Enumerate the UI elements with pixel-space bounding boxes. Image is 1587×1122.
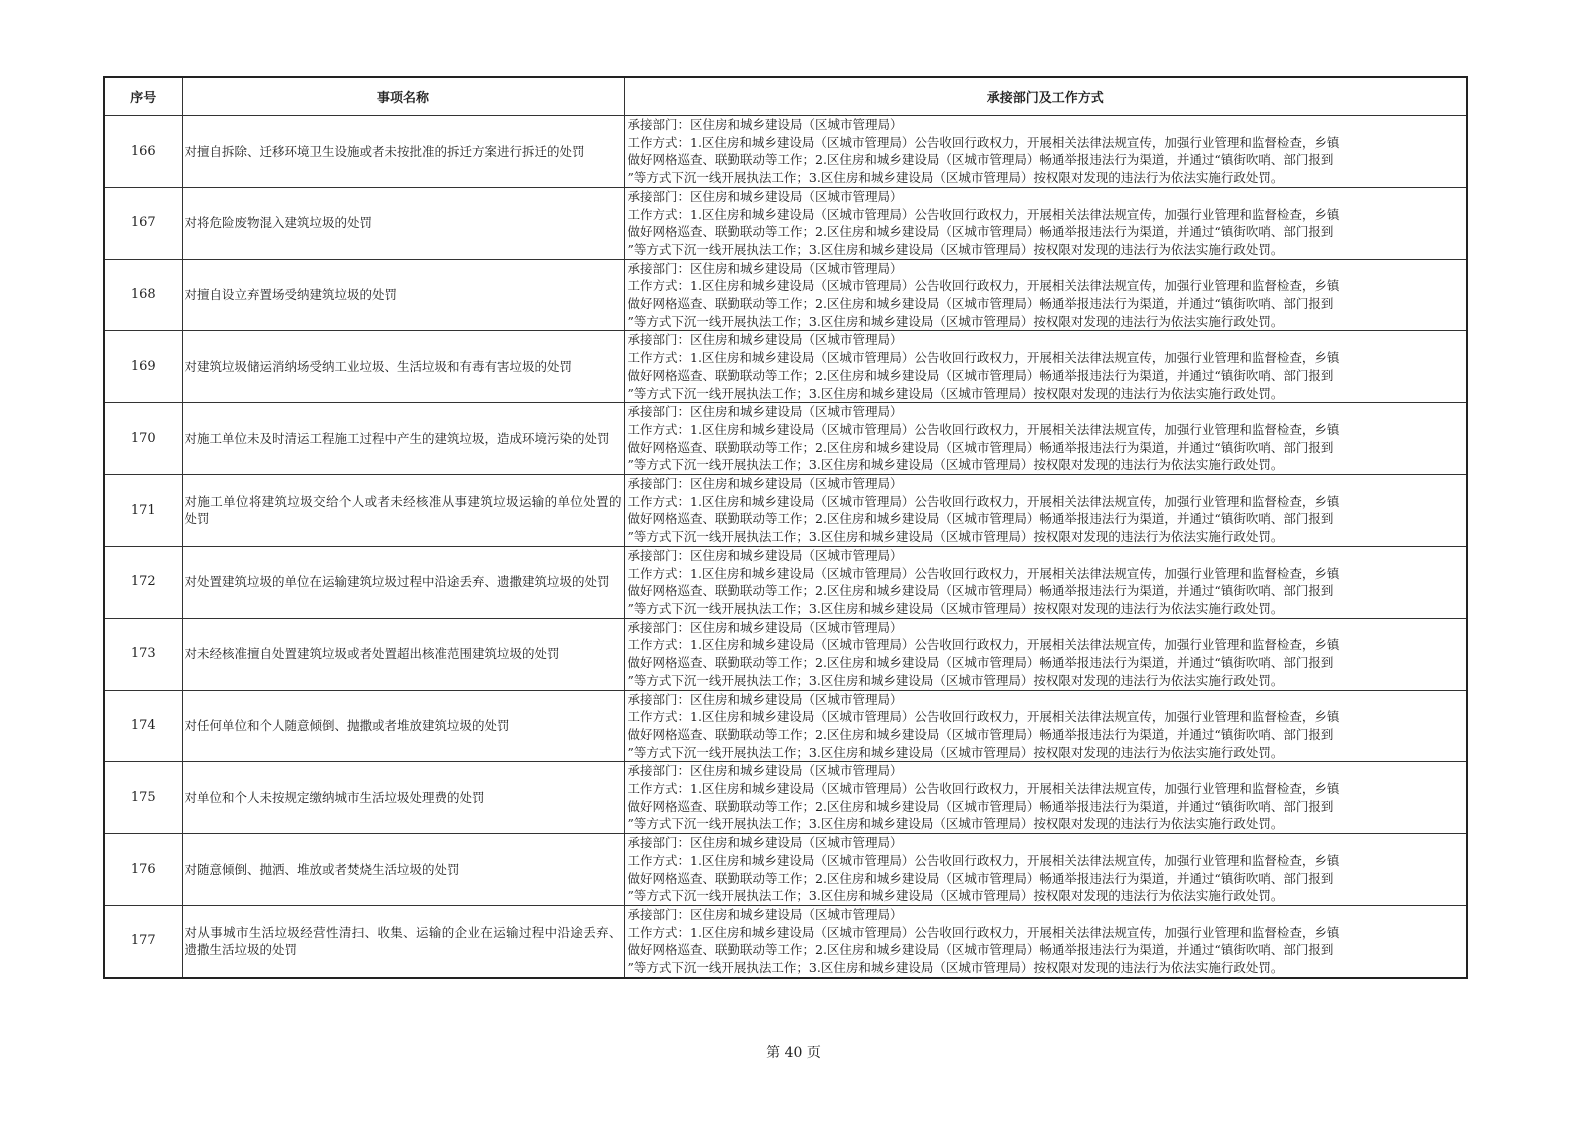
dept-method-line: 承接部门：区住房和城乡建设局（区城市管理局） — [627, 547, 903, 563]
row-dept-method — [624, 834, 1467, 906]
header-seq: 序号 — [104, 77, 182, 116]
matters-table — [103, 76, 1468, 979]
dept-method-line: 做好网格巡查、联勤联动等工作；2.区住房和城乡建设局（区城市管理局）畅通举报违法行为渠道，并通过“镇街吹哨、部门报到 — [627, 798, 1334, 814]
dept-method-line: 承接部门：区住房和城乡建设局（区城市管理局） — [627, 906, 903, 922]
table-row — [104, 834, 1467, 906]
dept-method-line: 做好网格巡查、联勤联动等工作；2.区住房和城乡建设局（区城市管理局）畅通举报违法行为渠道，并通过“镇街吹哨、部门报到 — [627, 655, 1334, 671]
table-row — [104, 331, 1467, 403]
dept-method-line: 做好网格巡查、联勤联动等工作；2.区住房和城乡建设局（区城市管理局）畅通举报违法行为渠道，并通过“镇街吹哨、部门报到 — [627, 296, 1334, 312]
row-seq: 173 — [104, 618, 182, 690]
row-dept-method — [624, 331, 1467, 403]
row-matter-name: 对单位和个人未按规定缴纳城市生活垃圾处理费的处罚 — [182, 762, 624, 834]
table-row — [104, 403, 1467, 475]
row-seq: 177 — [104, 905, 182, 977]
dept-method-line: 承接部门：区住房和城乡建设局（区城市管理局） — [627, 404, 903, 420]
dept-method-line: 承接部门：区住房和城乡建设局（区城市管理局） — [627, 835, 903, 851]
table-row — [104, 475, 1467, 547]
row-seq: 170 — [104, 403, 182, 475]
row-dept-method — [624, 905, 1467, 977]
dept-method-line: 工作方式：1.区住房和城乡建设局（区城市管理局）公告收回行政权力，开展相关法律法规宣传，加强行业管理和监督检查，乡镇 — [627, 493, 1340, 509]
row-matter-name: 对建筑垃圾储运消纳场受纳工业垃圾、生活垃圾和有毒有害垃圾的处罚 — [182, 331, 624, 403]
dept-method-line: 做好网格巡查、联勤联动等工作；2.区住房和城乡建设局（区城市管理局）畅通举报违法行为渠道，并通过“镇街吹哨、部门报到 — [627, 583, 1334, 599]
row-matter-name: 对施工单位将建筑垃圾交给个人或者未经核准从事建筑垃圾运输的单位处置的处罚 — [182, 475, 624, 547]
dept-method-line: ”等方式下沉一线开展执法工作；3.区住房和城乡建设局（区城市管理局）按权限对发现的违法行为依法实施行政处罚。 — [627, 385, 1284, 401]
row-dept-method — [624, 259, 1467, 331]
table-row — [104, 259, 1467, 331]
dept-method-line: 承接部门：区住房和城乡建设局（区城市管理局） — [627, 619, 903, 635]
row-seq: 172 — [104, 546, 182, 618]
dept-method-line: ”等方式下沉一线开展执法工作；3.区住房和城乡建设局（区城市管理局）按权限对发现的违法行为依法实施行政处罚。 — [627, 960, 1284, 976]
row-matter-name: 对擅自拆除、迁移环境卫生设施或者未按批准的拆迁方案进行拆迁的处罚 — [182, 116, 624, 188]
row-matter-name: 对处置建筑垃圾的单位在运输建筑垃圾过程中沿途丢弃、遗撒建筑垃圾的处罚 — [182, 546, 624, 618]
dept-method-line: 工作方式：1.区住房和城乡建设局（区城市管理局）公告收回行政权力，开展相关法律法规宣传，加强行业管理和监督检查，乡镇 — [627, 134, 1340, 150]
row-dept-method — [624, 762, 1467, 834]
dept-method-line: 承接部门：区住房和城乡建设局（区城市管理局） — [627, 117, 903, 132]
dept-method-line: ”等方式下沉一线开展执法工作；3.区住房和城乡建设局（区城市管理局）按权限对发现的违法行为依法实施行政处罚。 — [627, 672, 1284, 688]
dept-method-line: 工作方式：1.区住房和城乡建设局（区城市管理局）公告收回行政权力，开展相关法律法规宣传，加强行业管理和监督检查，乡镇 — [627, 637, 1340, 653]
dept-method-line: 工作方式：1.区住房和城乡建设局（区城市管理局）公告收回行政权力，开展相关法律法规宣传，加强行业管理和监督检查，乡镇 — [627, 781, 1340, 797]
table-body — [104, 116, 1467, 978]
row-seq: 167 — [104, 187, 182, 259]
row-matter-name: 对将危险废物混入建筑垃圾的处罚 — [182, 187, 624, 259]
dept-method-line: 工作方式：1.区住房和城乡建设局（区城市管理局）公告收回行政权力，开展相关法律法规宣传，加强行业管理和监督检查，乡镇 — [627, 421, 1340, 437]
table-row — [104, 690, 1467, 762]
dept-method-line: ”等方式下沉一线开展执法工作；3.区住房和城乡建设局（区城市管理局）按权限对发现的违法行为依法实施行政处罚。 — [627, 241, 1284, 257]
dept-method-line: ”等方式下沉一线开展执法工作；3.区住房和城乡建设局（区城市管理局）按权限对发现的违法行为依法实施行政处罚。 — [627, 313, 1284, 329]
dept-method-line: 工作方式：1.区住房和城乡建设局（区城市管理局）公告收回行政权力，开展相关法律法规宣传，加强行业管理和监督检查，乡镇 — [627, 924, 1340, 940]
dept-method-line: 工作方式：1.区住房和城乡建设局（区城市管理局）公告收回行政权力，开展相关法律法规宣传，加强行业管理和监督检查，乡镇 — [627, 565, 1340, 581]
dept-method-line: 做好网格巡查、联勤联动等工作；2.区住房和城乡建设局（区城市管理局）畅通举报违法行为渠道，并通过“镇街吹哨、部门报到 — [627, 870, 1334, 886]
row-dept-method — [624, 187, 1467, 259]
row-dept-method — [624, 403, 1467, 475]
row-dept-method — [624, 475, 1467, 547]
dept-method-line: 承接部门：区住房和城乡建设局（区城市管理局） — [627, 188, 903, 204]
row-matter-name: 对随意倾倒、抛洒、堆放或者焚烧生活垃圾的处罚 — [182, 834, 624, 906]
dept-method-line: 做好网格巡查、联勤联动等工作；2.区住房和城乡建设局（区城市管理局）畅通举报违法行为渠道，并通过“镇街吹哨、部门报到 — [627, 367, 1334, 383]
dept-method-line: ”等方式下沉一线开展执法工作；3.区住房和城乡建设局（区城市管理局）按权限对发现的违法行为依法实施行政处罚。 — [627, 888, 1284, 904]
dept-method-line: 做好网格巡查、联勤联动等工作；2.区住房和城乡建设局（区城市管理局）畅通举报违法行为渠道，并通过“镇街吹哨、部门报到 — [627, 152, 1334, 168]
row-seq: 176 — [104, 834, 182, 906]
row-seq: 175 — [104, 762, 182, 834]
row-dept-method — [624, 690, 1467, 762]
dept-method-line: 承接部门：区住房和城乡建设局（区城市管理局） — [627, 691, 903, 707]
row-matter-name: 对擅自设立弃置场受纳建筑垃圾的处罚 — [182, 259, 624, 331]
dept-method-line: ”等方式下沉一线开展执法工作；3.区住房和城乡建设局（区城市管理局）按权限对发现的违法行为依法实施行政处罚。 — [627, 744, 1284, 760]
row-dept-method — [624, 618, 1467, 690]
row-dept-method — [624, 116, 1467, 188]
dept-method-line: ”等方式下沉一线开展执法工作；3.区住房和城乡建设局（区城市管理局）按权限对发现的违法行为依法实施行政处罚。 — [627, 529, 1284, 545]
dept-method-line: 承接部门：区住房和城乡建设局（区城市管理局） — [627, 476, 903, 492]
dept-method-line: ”等方式下沉一线开展执法工作；3.区住房和城乡建设局（区城市管理局）按权限对发现的违法行为依法实施行政处罚。 — [627, 457, 1284, 473]
row-seq: 171 — [104, 475, 182, 547]
dept-method-line: 做好网格巡查、联勤联动等工作；2.区住房和城乡建设局（区城市管理局）畅通举报违法行为渠道，并通过“镇街吹哨、部门报到 — [627, 511, 1334, 527]
row-seq: 168 — [104, 259, 182, 331]
row-matter-name: 对施工单位未及时清运工程施工过程中产生的建筑垃圾，造成环境污染的处罚 — [182, 403, 624, 475]
dept-method-line: 工作方式：1.区住房和城乡建设局（区城市管理局）公告收回行政权力，开展相关法律法规宣传，加强行业管理和监督检查，乡镇 — [627, 709, 1340, 725]
table-row — [104, 618, 1467, 690]
dept-method-line: ”等方式下沉一线开展执法工作；3.区住房和城乡建设局（区城市管理局）按权限对发现的违法行为依法实施行政处罚。 — [627, 170, 1284, 186]
row-seq: 166 — [104, 116, 182, 188]
header-name: 事项名称 — [182, 77, 624, 116]
dept-method-line: ”等方式下沉一线开展执法工作；3.区住房和城乡建设局（区城市管理局）按权限对发现的违法行为依法实施行政处罚。 — [627, 600, 1284, 616]
dept-method-line: 做好网格巡查、联勤联动等工作；2.区住房和城乡建设局（区城市管理局）畅通举报违法行为渠道，并通过“镇街吹哨、部门报到 — [627, 942, 1334, 958]
row-seq: 174 — [104, 690, 182, 762]
row-matter-name: 对从事城市生活垃圾经营性清扫、收集、运输的企业在运输过程中沿途丢弃、遗撒生活垃圾的处罚 — [182, 905, 624, 977]
dept-method-line: 做好网格巡查、联勤联动等工作；2.区住房和城乡建设局（区城市管理局）畅通举报违法行为渠道，并通过“镇街吹哨、部门报到 — [627, 439, 1334, 455]
table-row — [104, 546, 1467, 618]
dept-method-line: 工作方式：1.区住房和城乡建设局（区城市管理局）公告收回行政权力，开展相关法律法规宣传，加强行业管理和监督检查，乡镇 — [627, 206, 1340, 222]
table-row — [104, 762, 1467, 834]
table-row — [104, 116, 1467, 188]
dept-method-line: 承接部门：区住房和城乡建设局（区城市管理局） — [627, 332, 903, 348]
row-dept-method — [624, 546, 1467, 618]
dept-method-line: 承接部门：区住房和城乡建设局（区城市管理局） — [627, 260, 903, 276]
row-matter-name: 对任何单位和个人随意倾倒、抛撒或者堆放建筑垃圾的处罚 — [182, 690, 624, 762]
table-header-row — [104, 77, 1467, 116]
row-seq: 169 — [104, 331, 182, 403]
dept-method-line: ”等方式下沉一线开展执法工作；3.区住房和城乡建设局（区城市管理局）按权限对发现的违法行为依法实施行政处罚。 — [627, 816, 1284, 832]
dept-method-line: 做好网格巡查、联勤联动等工作；2.区住房和城乡建设局（区城市管理局）畅通举报违法行为渠道，并通过“镇街吹哨、部门报到 — [627, 726, 1334, 742]
row-matter-name: 对未经核准擅自处置建筑垃圾或者处置超出核准范围建筑垃圾的处罚 — [182, 618, 624, 690]
table-row — [104, 187, 1467, 259]
header-dept: 承接部门及工作方式 — [624, 77, 1467, 116]
page-number: 第 40 页 — [766, 1045, 821, 1061]
table-row — [104, 905, 1467, 977]
dept-method-line: 工作方式：1.区住房和城乡建设局（区城市管理局）公告收回行政权力，开展相关法律法规宣传，加强行业管理和监督检查，乡镇 — [627, 350, 1340, 366]
dept-method-line: 工作方式：1.区住房和城乡建设局（区城市管理局）公告收回行政权力，开展相关法律法规宣传，加强行业管理和监督检查，乡镇 — [627, 852, 1340, 868]
dept-method-line: 工作方式：1.区住房和城乡建设局（区城市管理局）公告收回行政权力，开展相关法律法规宣传，加强行业管理和监督检查，乡镇 — [627, 278, 1340, 294]
dept-method-line: 承接部门：区住房和城乡建设局（区城市管理局） — [627, 763, 903, 779]
dept-method-line: 做好网格巡查、联勤联动等工作；2.区住房和城乡建设局（区城市管理局）畅通举报违法行为渠道，并通过“镇街吹哨、部门报到 — [627, 224, 1334, 240]
